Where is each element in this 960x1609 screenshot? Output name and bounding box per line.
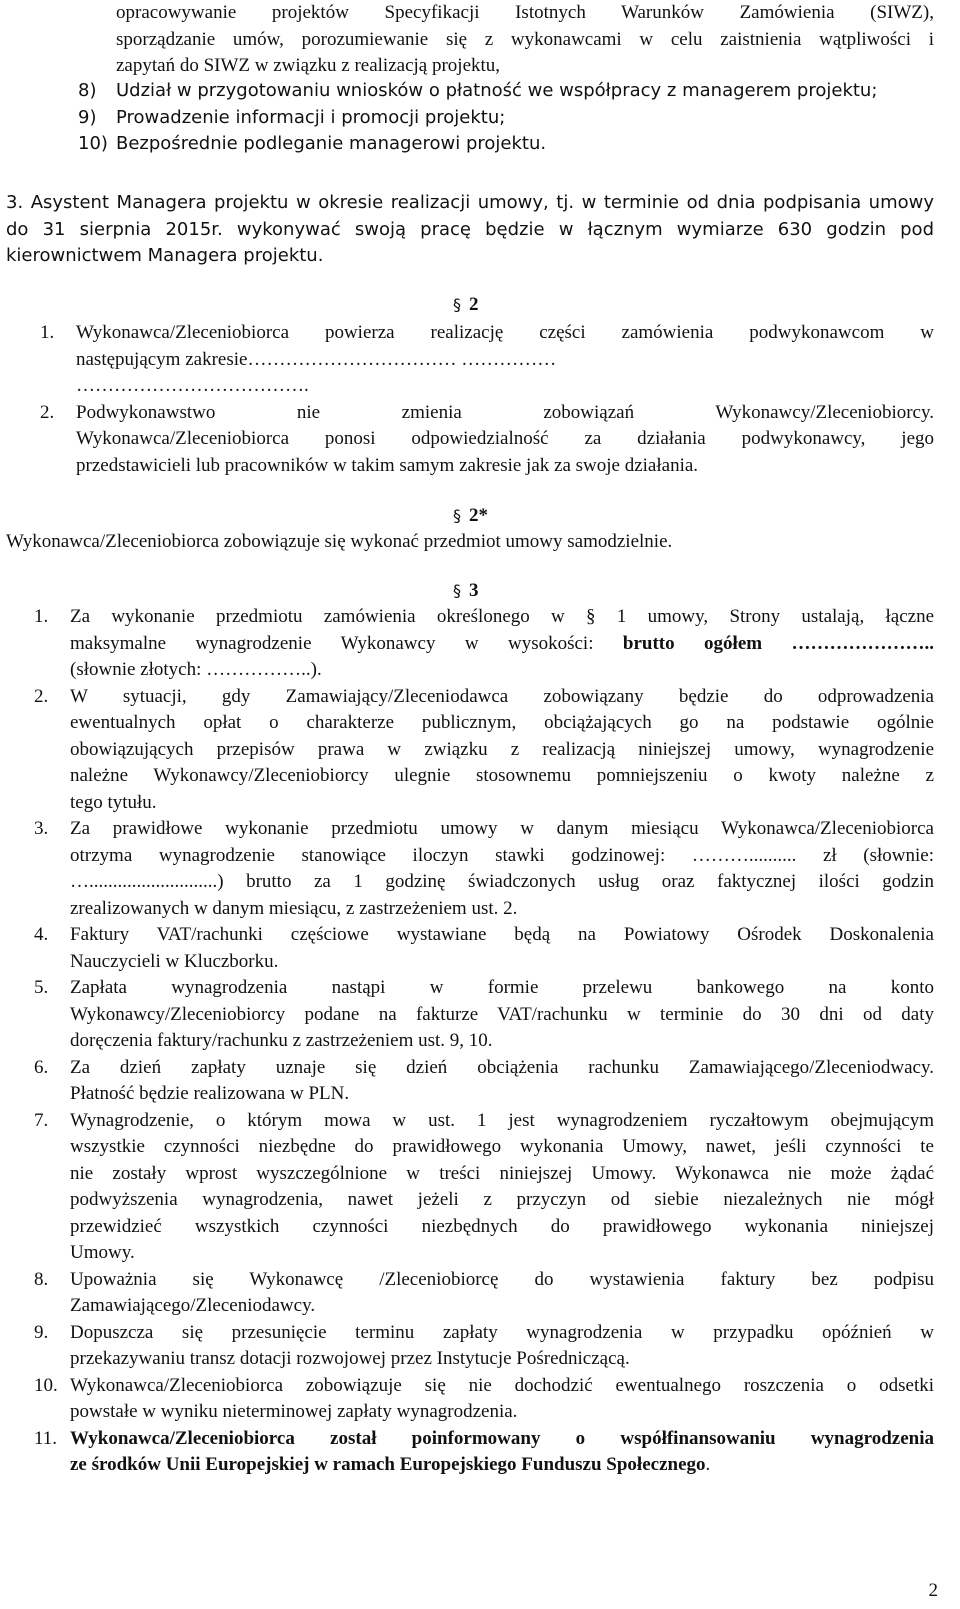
section-number: 2* bbox=[469, 505, 488, 526]
text-line: otrzyma wynagrodzenie stanowiące iloczyn stawki godzinowej: ……….......... zł (słownie: bbox=[70, 844, 934, 866]
text-line: Dopuszcza się przesunięcie terminu zapłaty wynagrodzenia w przypadku opóźnień w bbox=[70, 1321, 934, 1343]
text-line: przekazywaniu transz dotacji rozwojowej przez Instytucje Pośredniczącą. bbox=[70, 1348, 630, 1369]
list-number: 5. bbox=[34, 977, 49, 998]
text-line: Umowy. bbox=[70, 1242, 135, 1263]
section-2star-body bbox=[6, 529, 934, 556]
section-number: 3 bbox=[469, 580, 479, 601]
text-line: Wynagrodzenie, o którym mowa w ust. 1 jest wynagrodzeniem ryczałtowym obejmującym bbox=[70, 1109, 934, 1131]
list-number: 2. bbox=[40, 401, 55, 423]
text-line: Wykonawca/Zleceniobiorca zobowiązuje się nie dochodzić ewentualnego roszczenia o odsetki bbox=[70, 1374, 934, 1396]
list-number: 1. bbox=[34, 606, 49, 627]
text-line: (słownie złotych: ……………..). bbox=[70, 659, 322, 680]
text-line: Za dzień zapłaty uznaje się dzień obciążenia rachunku Zamawiającego/Zleceniodwacy. bbox=[70, 1056, 934, 1078]
list-number: 4. bbox=[34, 924, 49, 945]
list-item bbox=[40, 400, 934, 480]
text-line: nie zostały wprost wyszczególnione w treści niniejszej Umowy. Wykonawca nie może żądać bbox=[70, 1162, 934, 1184]
gross-amount: brutto ogółem ………………….. bbox=[622, 632, 934, 654]
text-line: powstałe w wyniku nieterminowej zapłaty wynagrodzenia. bbox=[70, 1401, 518, 1422]
list-number: 6. bbox=[34, 1056, 49, 1078]
text-line: Wykonawca/Zleceniobiorca ponosi odpowiedzialność za działania podwykonawcy, jego bbox=[76, 428, 934, 449]
text-line: Nauczycieli w Kluczborku. bbox=[70, 950, 279, 972]
text-line: zapytań do SIWZ w związku z realizacją projektu, bbox=[116, 55, 501, 76]
paragraph-symbol: § bbox=[453, 506, 461, 525]
list-item bbox=[34, 816, 934, 922]
text-span: maksymalne wynagrodzenie Wykonawcy w wysokości: bbox=[70, 632, 623, 654]
text-line: następującym zakresie…………………………… …………… bbox=[76, 348, 557, 370]
intro-continuation bbox=[116, 0, 934, 80]
text-line: obowiązujących przepisów prawa w związku z realizacją niniejszej umowy, wynagrodzenie bbox=[70, 738, 934, 760]
list-number: 2. bbox=[34, 685, 49, 707]
text-line: 3. Asystent Managera projektu w okresie realizacji umowy, tj. w terminie od dnia podpisania umowy bbox=[6, 192, 934, 213]
section-heading bbox=[453, 578, 479, 605]
list-item bbox=[78, 105, 938, 132]
assistant-paragraph bbox=[6, 190, 934, 270]
list-item bbox=[34, 1373, 934, 1426]
text-line: tego tytułu. bbox=[70, 791, 157, 813]
list-item bbox=[34, 922, 934, 975]
text-line: przewidzieć wszystkich czynności niezbędnych do prawidłowego wykonania niniejszej bbox=[70, 1215, 934, 1237]
list-number: 9) bbox=[78, 106, 97, 128]
list-number: 10) bbox=[78, 133, 108, 154]
page-number: 2 bbox=[928, 1580, 938, 1601]
text-line: sporządzanie umów, porozumiewanie się z wykonawcami w celu zaistnienia wątpliwości i bbox=[116, 28, 934, 50]
text-line: do 31 sierpnia 2015r. wykonywać swoją pracę będzie w łącznym wymiarze 630 godzin pod bbox=[6, 218, 934, 240]
list-number: 3. bbox=[34, 818, 49, 839]
text-line: Upoważnia się Wykonawcę /Zleceniobiorcę do wystawienia faktury bez podpisu bbox=[70, 1268, 934, 1290]
list-text: Udział w przygotowaniu wniosków o płatność we współpracy z managerem projektu; bbox=[116, 80, 878, 101]
list-item bbox=[78, 131, 938, 158]
list-number: 10. bbox=[34, 1374, 58, 1396]
section-number: 2 bbox=[469, 294, 479, 315]
text-line bbox=[70, 1452, 934, 1479]
text-line: W sytuacji, gdy Zamawiający/Zleceniodawca zobowiązany będzie do odprowadzenia bbox=[70, 685, 934, 707]
list-number: 11. bbox=[34, 1427, 58, 1449]
list-item bbox=[34, 604, 934, 684]
text-line: Za prawidłowe wykonanie przedmiotu umowy w danym miesiącu Wykonawca/Zleceniobiorca bbox=[70, 818, 934, 839]
text-line: Zapłata wynagrodzenia nastąpi w formie przelewu bankowego na konto bbox=[70, 977, 934, 998]
bold-text: ze środków Unii Europejskiej w ramach Europejskiego Funduszu Społecznego bbox=[70, 1454, 706, 1475]
section-3-body bbox=[34, 604, 934, 1479]
text-line: Wykonawca/Zleceniobiorca powierza realizację części zamówienia podwykonawcom w bbox=[76, 322, 934, 343]
list-item bbox=[34, 1426, 934, 1479]
list-number: 1. bbox=[40, 322, 55, 343]
text-line: Za wykonanie przedmiotu zamówienia określonego w § 1 umowy, Strony ustalają, łączne bbox=[70, 606, 934, 627]
text-line: ewentualnych opłat o charakterze publicznym, obciążających go na podstawie ogólnie bbox=[70, 712, 934, 733]
section-heading bbox=[453, 503, 488, 530]
section-2-body bbox=[40, 320, 934, 479]
list-item bbox=[34, 1108, 934, 1267]
text-span: . bbox=[705, 1454, 711, 1475]
list-item bbox=[34, 684, 934, 817]
text-line: Faktury VAT/rachunki częściowe wystawiane będą na Powiatowy Ośrodek Doskonalenia bbox=[70, 924, 934, 945]
list-item bbox=[78, 78, 938, 105]
text-line: Wykonawcy/Zleceniobiorcy podane na fakturze VAT/rachunku w terminie do 30 dni od daty bbox=[70, 1003, 934, 1025]
list-text: Bezpośrednie podleganie managerowi projektu. bbox=[116, 133, 547, 154]
text-line: Zamawiającego/Zleceniodawcy. bbox=[70, 1295, 316, 1316]
text-line: Podwykonawstwo nie zmienia zobowiązań Wykonawcy/Zleceniobiorcy. bbox=[76, 401, 934, 423]
list-item bbox=[34, 1320, 934, 1373]
list-item bbox=[34, 975, 934, 1055]
text-line: podwyższenia wynagrodzenia, nawet jeżeli z przyczyn od siebie niezależnych nie mógł bbox=[70, 1189, 934, 1210]
paragraph-symbol: § bbox=[453, 295, 461, 314]
duty-list bbox=[78, 78, 938, 158]
list-number: 8. bbox=[34, 1268, 49, 1290]
list-number: 8) bbox=[78, 80, 97, 101]
text-line: przedstawicieli lub pracowników w takim samym zakresie jak za swoje działania. bbox=[76, 454, 699, 476]
list-text: Prowadzenie informacji i promocji projektu; bbox=[116, 106, 506, 128]
text-line bbox=[70, 631, 934, 658]
list-item bbox=[40, 320, 934, 400]
text-line: Wykonawca/Zleceniobiorca został poinformowany o współfinansowaniu wynagrodzenia bbox=[70, 1427, 934, 1449]
list-item bbox=[34, 1267, 934, 1320]
text-line: …...........................) brutto za 1 godzinę świadczonych usług oraz faktycznej ilości godzin bbox=[70, 871, 934, 892]
text-line: należne Wykonawcy/Zleceniobiorcy ulegnie stosownemu pomniejszeniu o kwoty należne z bbox=[70, 765, 934, 786]
section-heading bbox=[453, 292, 479, 319]
list-item bbox=[34, 1055, 934, 1108]
text-line: Wykonawca/Zleceniobiorca zobowiązuje się wykonać przedmiot umowy samodzielnie. bbox=[6, 531, 673, 552]
text-line: Płatność będzie realizowana w PLN. bbox=[70, 1083, 350, 1104]
text-line: kierownictwem Managera projektu. bbox=[6, 245, 324, 266]
list-number: 7. bbox=[34, 1109, 49, 1131]
text-line: wszystkie czynności niezbędne do prawidłowego wykonania Umowy, nawet, jeśli czynności te bbox=[70, 1136, 934, 1157]
text-line: ………………………………. bbox=[76, 375, 309, 396]
text-line: doręczenia faktury/rachunku z zastrzeżeniem ust. 9, 10. bbox=[70, 1030, 493, 1051]
list-number: 9. bbox=[34, 1321, 49, 1343]
paragraph-symbol: § bbox=[453, 581, 461, 600]
text-line: opracowywanie projektów Specyfikacji Istotnych Warunków Zamówienia (SIWZ), bbox=[116, 2, 934, 23]
text-line: zrealizowanych w danym miesiącu, z zastrzeżeniem ust. 2. bbox=[70, 897, 518, 919]
